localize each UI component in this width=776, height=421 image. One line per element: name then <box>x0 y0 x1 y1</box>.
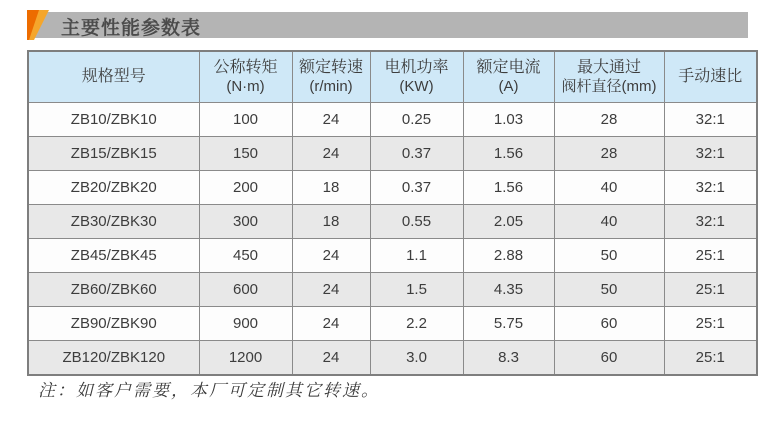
table-cell: 25:1 <box>664 273 757 307</box>
table-cell: 24 <box>292 273 370 307</box>
section-marker-icon <box>27 9 53 41</box>
table-cell: 60 <box>554 307 664 341</box>
table-row <box>28 341 757 376</box>
table-cell: 8.3 <box>463 341 554 376</box>
table-row <box>28 273 757 307</box>
table-cell: 200 <box>199 171 292 205</box>
table-cell: 1200 <box>199 341 292 376</box>
model-cell: ZB120/ZBK120 <box>28 341 199 376</box>
column-header-unit: (N·m) <box>226 77 265 95</box>
column-header-label: 手动速比 <box>678 68 743 85</box>
table-cell: 60 <box>554 341 664 376</box>
table-body <box>28 103 757 376</box>
table-cell: 28 <box>554 103 664 137</box>
table-row <box>28 103 757 137</box>
column-header-4 <box>463 51 554 103</box>
table-cell: 1.5 <box>370 273 463 307</box>
table-cell: 300 <box>199 205 292 239</box>
column-header-unit: 阀杆直径(mm) <box>561 77 657 95</box>
table-cell: 32:1 <box>664 103 757 137</box>
column-header-2 <box>292 51 370 103</box>
table-cell: 1.56 <box>463 137 554 171</box>
table-row <box>28 137 757 171</box>
table-cell: 1.56 <box>463 171 554 205</box>
table-cell: 24 <box>292 137 370 171</box>
table-cell: 0.37 <box>370 137 463 171</box>
table-cell: 18 <box>292 171 370 205</box>
table-cell: 32:1 <box>664 137 757 171</box>
table-cell: 32:1 <box>664 205 757 239</box>
table-cell: 50 <box>554 239 664 273</box>
table-cell: 3.0 <box>370 341 463 376</box>
model-cell: ZB30/ZBK30 <box>28 205 199 239</box>
column-header-label: 额定电流 <box>476 58 541 76</box>
table-cell: 40 <box>554 205 664 239</box>
table-cell: 18 <box>292 205 370 239</box>
model-cell: ZB45/ZBK45 <box>28 239 199 273</box>
table-cell: 50 <box>554 273 664 307</box>
table-cell: 1.03 <box>463 103 554 137</box>
table-cell: 24 <box>292 239 370 273</box>
table-cell: 32:1 <box>664 171 757 205</box>
table-cell: 150 <box>199 137 292 171</box>
table-cell: 24 <box>292 341 370 376</box>
table-cell: 100 <box>199 103 292 137</box>
table-row <box>28 239 757 273</box>
table-cell: 28 <box>554 137 664 171</box>
column-header-label: 额定转速 <box>298 58 363 76</box>
column-header-6 <box>664 51 757 103</box>
table-cell: 5.75 <box>463 307 554 341</box>
table-cell: 24 <box>292 307 370 341</box>
table-row <box>28 171 757 205</box>
column-header-label: 规格型号 <box>81 68 146 85</box>
table-cell: 1.1 <box>370 239 463 273</box>
table-cell: 900 <box>199 307 292 341</box>
table-cell: 40 <box>554 171 664 205</box>
column-header-5 <box>554 51 664 103</box>
table-cell: 2.88 <box>463 239 554 273</box>
table-cell: 25:1 <box>664 341 757 376</box>
table-row <box>28 307 757 341</box>
model-cell: ZB20/ZBK20 <box>28 171 199 205</box>
model-cell: ZB60/ZBK60 <box>28 273 199 307</box>
column-header-label: 公称转矩 <box>213 58 278 76</box>
column-header-label: 电机功率 <box>384 58 449 76</box>
table-header-row <box>28 51 757 103</box>
table-cell: 25:1 <box>664 307 757 341</box>
column-header-1 <box>199 51 292 103</box>
table-row <box>28 205 757 239</box>
table-cell: 25:1 <box>664 239 757 273</box>
model-cell: ZB90/ZBK90 <box>28 307 199 341</box>
column-header-unit: (KW) <box>399 77 434 95</box>
table-cell: 4.35 <box>463 273 554 307</box>
table-cell: 2.2 <box>370 307 463 341</box>
model-cell: ZB15/ZBK15 <box>28 137 199 171</box>
table-cell: 0.55 <box>370 205 463 239</box>
section-title-bar <box>27 12 748 38</box>
table-cell: 24 <box>292 103 370 137</box>
table-cell: 600 <box>199 273 292 307</box>
table-cell: 450 <box>199 239 292 273</box>
column-header-label: 最大通过 <box>576 58 641 76</box>
page-title: 主要性能参数表 <box>61 18 202 39</box>
column-header-unit: (r/min) <box>309 77 353 95</box>
column-header-3 <box>370 51 463 103</box>
column-header-unit: (A) <box>498 77 519 95</box>
table-cell: 0.25 <box>370 103 463 137</box>
model-cell: ZB10/ZBK10 <box>28 103 199 137</box>
table-cell: 2.05 <box>463 205 554 239</box>
spec-table <box>27 50 758 376</box>
column-header-0 <box>28 51 199 103</box>
footnote: 注：如客户需要，本厂可定制其它转速。 <box>38 381 380 401</box>
table-cell: 0.37 <box>370 171 463 205</box>
